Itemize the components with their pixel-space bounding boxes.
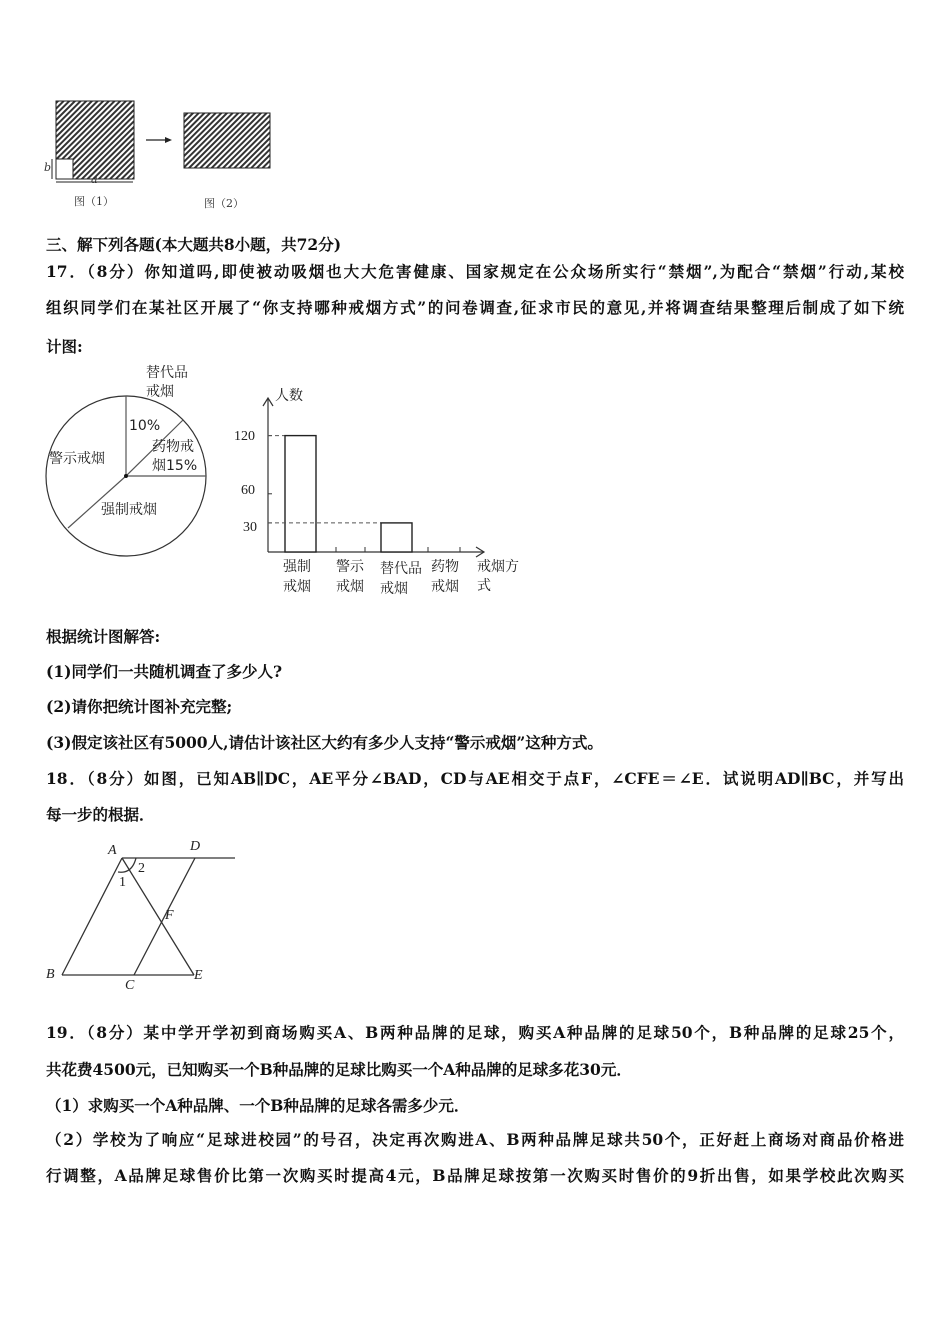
line-ae <box>122 858 194 975</box>
label-a: a <box>91 173 98 186</box>
label-b: b <box>44 161 52 174</box>
y-tick-120: 120 <box>234 429 255 444</box>
q17-sub-1: (1)同学们一共随机调查了多少人? <box>46 662 283 681</box>
q17-sub-2: (2)请你把统计图补充完整; <box>46 697 233 716</box>
bar-2 <box>381 523 412 552</box>
y-axis-label: 人数 <box>275 388 303 404</box>
caption-figure-1: 图（1） <box>74 195 114 208</box>
pie-label-substitute-2: 戒烟 <box>146 384 174 400</box>
y-tick-60: 60 <box>241 483 255 498</box>
q17-line-2: 组织同学们在某社区开展了“你支持哪种戒烟方式”的问卷调查,征求市民的意见,并将调查结果整理后制成了如下统 <box>46 298 904 317</box>
arrow-icon <box>146 137 172 143</box>
x-tick-substitute-2: 戒烟 <box>380 581 408 597</box>
pie-label-warning: 警示戒烟 <box>49 451 105 467</box>
point-c: C <box>125 978 135 993</box>
figure-1 <box>52 101 134 182</box>
pie-label-force: 强制戒烟 <box>101 502 157 518</box>
caption-figure-2: 图（2） <box>204 197 244 210</box>
pie-label-medicine-2: 烟15% <box>152 458 198 474</box>
q17-prompt: 根据统计图解答: <box>46 627 161 646</box>
q18-line-1: 18．（8分）如图，已知AB∥DC，AE平分∠BAD，CD与AE相交于点F，∠CFE＝∠E．试说明AD∥BC，并写出 <box>46 769 904 788</box>
point-d: D <box>190 839 201 854</box>
q17-line-3: 计图: <box>46 337 83 356</box>
angle-2: 2 <box>138 861 145 876</box>
x-axis-label-1: 戒烟方 <box>477 559 519 575</box>
q19-sub-2b: 行调整，A品牌足球售价比第一次购买时提高4元，B品牌足球按第一次购买时售价的9折出售，如果学校此次购买 <box>46 1166 904 1185</box>
q19-line-1: 19．（8分）某中学开学初到商场购买A、B两种品牌的足球，购买A种品牌的足球50个，B种品牌的足球25个， <box>46 1023 904 1042</box>
bar-0 <box>285 436 316 552</box>
pie-label-medicine-1: 药物戒 <box>152 439 194 455</box>
q19-sub-2a: （2）学校为了响应“足球进校园”的号召，决定再次购进A、B两种品牌足球共50个，正好赶上商场对商品价格进 <box>46 1130 904 1149</box>
line-ab <box>62 858 122 975</box>
x-tick-medicine-2: 戒烟 <box>431 579 459 595</box>
angle-1: 1 <box>119 875 126 890</box>
point-e: E <box>194 968 203 983</box>
q17-sub-3: (3)假定该社区有5000人,请估计该社区大约有多少人支持“警示戒烟”这种方式。 <box>46 733 603 752</box>
pie-label-substitute-1: 替代品 <box>146 365 188 381</box>
y-tick-30: 30 <box>243 520 257 535</box>
geometry-figure <box>40 830 260 1000</box>
x-tick-medicine-1: 药物 <box>431 559 459 575</box>
square-figure <box>40 95 290 190</box>
q18-line-2: 每一步的根据． <box>46 805 155 824</box>
x-tick-force-1: 强制 <box>283 559 311 575</box>
x-tick-force-2: 戒烟 <box>283 579 311 595</box>
q17-line-1: 17．（8分）你知道吗,即使被动吸烟也大大危害健康、国家规定在公众场所实行“禁烟”,为配合“禁烟”行动,某校 <box>46 262 904 281</box>
q19-line-2: 共花费4500元，已知购买一个B种品牌的足球比购买一个A种品牌的足球多花30元． <box>46 1060 632 1079</box>
q19-sub-1: （1）求购买一个A种品牌、一个B种品牌的足球各需多少元． <box>46 1096 470 1115</box>
point-f: F <box>165 908 174 923</box>
pie-pct-substitute: 10% <box>129 418 161 434</box>
x-tick-warning-2: 戒烟 <box>336 579 364 595</box>
x-tick-substitute-1: 替代品 <box>380 561 422 577</box>
point-b: B <box>46 967 55 982</box>
x-tick-warning-1: 警示 <box>336 559 364 575</box>
x-axis-label-2: 式 <box>477 578 491 594</box>
figure-2 <box>184 113 270 168</box>
point-a: A <box>108 843 117 858</box>
section-title: 三、解下列各题(本大题共8小题，共72分) <box>46 235 342 254</box>
